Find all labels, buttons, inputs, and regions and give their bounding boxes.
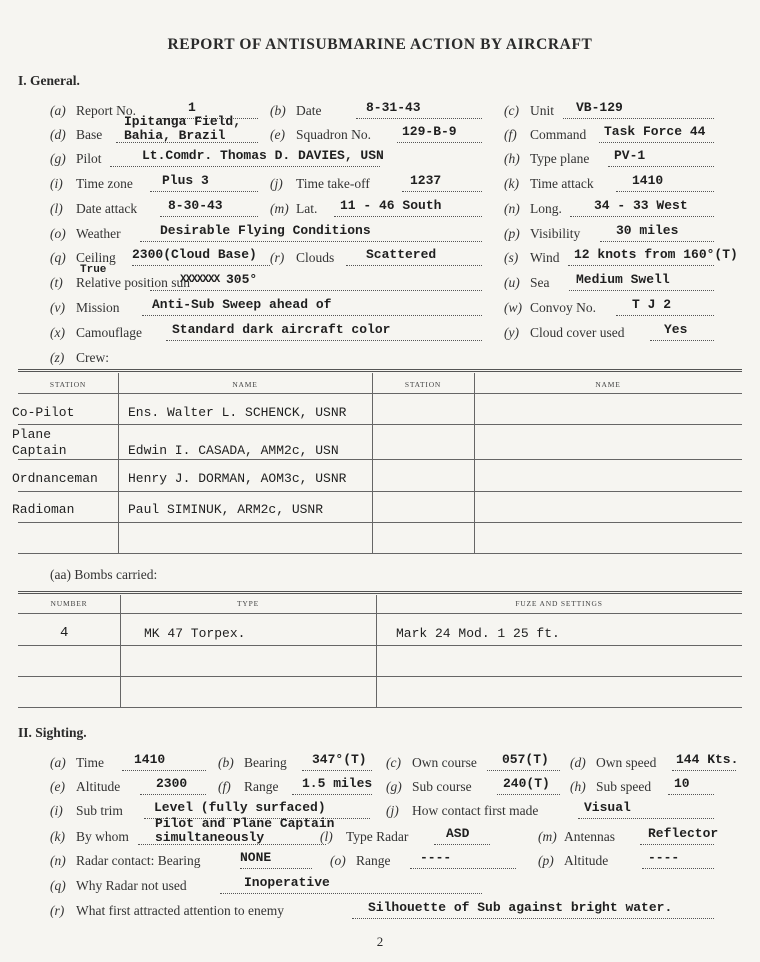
field-label-camouflage: Camouflage <box>76 325 142 340</box>
field-label-how-contact-first-made: How contact first made <box>412 803 539 818</box>
field-key-what-first-attracted-attention-to-enemy: (r) <box>50 903 65 918</box>
field-key-by-whom: (k) <box>50 829 65 844</box>
field-value-visibility: 30 miles <box>616 223 679 238</box>
field-value-sub-trim: Level (fully surfaced) <box>154 800 326 815</box>
crew-name: Ens. Walter L. SCHENCK, USNR <box>128 405 347 420</box>
field-label-time: Time <box>76 755 105 770</box>
crew-station: Radioman <box>12 502 75 517</box>
field-key-time-take-off: (j) <box>270 176 283 191</box>
field-key-weather: (o) <box>50 226 66 241</box>
field-underline <box>487 770 560 771</box>
field-key-report-no: (a) <box>50 103 66 118</box>
field-key-lat: (m) <box>270 201 289 216</box>
field-underline <box>346 265 482 266</box>
field-key-visibility: (p) <box>504 226 520 241</box>
field-value-convoy-no: T J 2 <box>632 297 672 312</box>
field-underline <box>240 868 312 869</box>
field-value-how-contact-first-made: Visual <box>584 800 631 815</box>
field-value-range: ---- <box>420 850 452 865</box>
field-key-antennas: (m) <box>538 829 557 844</box>
bomb-number: 4 <box>60 625 69 641</box>
field-underline <box>570 216 714 217</box>
field-value-radar-contact-bearing: NONE <box>240 850 272 865</box>
crew-header-station-2: STATION <box>404 380 442 389</box>
field-value-time: 1410 <box>134 752 166 767</box>
field-key-base: (d) <box>50 127 66 142</box>
section-general-heading: I. General. <box>18 73 80 88</box>
field-key-altitude: (p) <box>538 853 554 868</box>
field-underline <box>292 794 372 795</box>
field-value-base: Ipitanga Field, <box>124 114 242 129</box>
field-key-sea: (u) <box>504 275 520 290</box>
field-label-altitude: Altitude <box>76 779 121 794</box>
field-value-mission: Anti-Sub Sweep ahead of <box>152 297 332 312</box>
field-underline <box>352 918 714 919</box>
field-value-relative-position-sun: 305° <box>226 272 258 287</box>
field-key-command: (f) <box>504 127 517 142</box>
field-label-squadron-no: Squadron No. <box>296 127 371 142</box>
field-key-squadron-no: (e) <box>270 127 285 142</box>
field-value-ceiling: 2300(Cloud Base) <box>132 247 257 262</box>
field-key-time: (a) <box>50 755 66 770</box>
field-label-relative-position-sun: Relative position sun <box>76 275 190 290</box>
field-underline <box>397 142 482 143</box>
field-label-what-first-attracted-attention-to-enemy: What first attracted attention to enemy <box>76 903 285 918</box>
field-value-type-radar: ASD <box>446 826 470 841</box>
crew-station: Plane <box>12 427 52 442</box>
field-value-bearing: 347°(T) <box>312 752 367 767</box>
field-value-by-whom-line2: simultaneously <box>155 830 265 845</box>
field-value-camouflage: Standard dark aircraft color <box>172 322 391 337</box>
field-value-squadron-no: 129-B-9 <box>402 124 457 139</box>
field-value-sub-course: 240(T) <box>503 776 550 791</box>
field-value-strikeover: XXXXXXX <box>180 274 220 286</box>
field-underline <box>616 315 714 316</box>
field-key-time-zone: (i) <box>50 176 63 191</box>
field-key-radar-contact-bearing: (n) <box>50 853 66 868</box>
field-label-why-radar-not-used: Why Radar not used <box>76 878 187 893</box>
field-value-time-attack: 1410 <box>632 173 664 188</box>
field-underline <box>402 191 482 192</box>
field-key-camouflage: (x) <box>50 325 65 340</box>
field-underline <box>150 290 482 291</box>
field-key-range: (o) <box>330 853 346 868</box>
field-key-own-speed: (d) <box>570 755 586 770</box>
field-value-prefix: True <box>80 264 107 276</box>
field-underline <box>356 118 482 119</box>
page-title: REPORT OF ANTISUBMARINE ACTION BY AIRCRAFT <box>167 36 593 53</box>
field-underline <box>142 315 482 316</box>
crew-name: Paul SIMINUK, ARM2c, USNR <box>128 502 324 517</box>
field-underline <box>140 241 482 242</box>
field-key-mission: (v) <box>50 300 65 315</box>
field-label-own-speed: Own speed <box>596 755 657 770</box>
field-key-long: (n) <box>504 201 520 216</box>
field-value-lat: 11 - 46 South <box>340 198 442 213</box>
field-label-bearing: Bearing <box>244 755 287 770</box>
field-underline <box>166 340 482 341</box>
field-underline <box>122 770 206 771</box>
field-key-date-attack: (l) <box>50 201 63 216</box>
field-label-time-zone: Time zone <box>76 176 133 191</box>
field-key-range: (f) <box>218 779 231 794</box>
field-label-mission: Mission <box>76 300 120 315</box>
field-key-wind: (s) <box>504 250 519 265</box>
field-underline <box>616 191 714 192</box>
field-key-pilot: (g) <box>50 151 66 166</box>
field-key-type-plane: (h) <box>504 151 520 166</box>
field-label-time-take-off: Time take-off <box>296 176 370 191</box>
field-value-altitude: ---- <box>648 850 680 865</box>
field-underline <box>334 216 482 217</box>
field-underline <box>410 868 516 869</box>
field-label-type-radar: Type Radar <box>346 829 409 844</box>
field-underline <box>599 142 714 143</box>
bombs-header-number: NUMBER <box>50 599 88 608</box>
field-key-time-attack: (k) <box>504 176 519 191</box>
field-label-sub-speed: Sub speed <box>596 779 652 794</box>
field-key-sub-trim: (i) <box>50 803 63 818</box>
field-underline <box>569 290 714 291</box>
page-number: 2 <box>376 934 384 949</box>
field-label-command: Command <box>530 127 587 142</box>
field-key-type-radar: (l) <box>320 829 333 844</box>
field-label-pilot: Pilot <box>76 151 102 166</box>
field-value-time-zone: Plus 3 <box>162 173 209 188</box>
field-label-date-attack: Date attack <box>76 201 138 216</box>
field-label-type-plane: Type plane <box>530 151 590 166</box>
field-label-base: Base <box>76 127 103 142</box>
field-value-what-first-attracted-attention-to-enemy: Silhouette of Sub against bright water. <box>368 900 673 915</box>
crew-station: Ordnanceman <box>12 471 98 486</box>
field-label-altitude: Altitude <box>564 853 609 868</box>
field-key-crew: (z) <box>50 350 65 365</box>
section-sighting-heading: II. Sighting. <box>18 725 87 740</box>
field-value-cloud-cover-used: Yes <box>664 322 688 337</box>
field-value-own-course: 057(T) <box>502 752 549 767</box>
field-value-type-plane: PV-1 <box>614 148 646 163</box>
field-underline <box>497 794 560 795</box>
field-value-base-line2: Bahia, Brazil <box>124 128 226 143</box>
field-key-ceiling: (q) <box>50 250 66 265</box>
field-value-altitude: 2300 <box>156 776 188 791</box>
field-underline <box>650 340 714 341</box>
field-label-lat: Lat. <box>296 201 318 216</box>
crew-station: Captain <box>12 443 67 458</box>
crew-name: Henry J. DORMAN, AOM3c, USNR <box>128 471 347 486</box>
field-value-own-speed: 144 Kts. <box>676 752 739 767</box>
field-label-unit: Unit <box>530 103 555 118</box>
field-value-clouds: Scattered <box>366 247 437 262</box>
field-value-date-attack: 8-30-43 <box>168 198 223 213</box>
field-underline <box>434 844 490 845</box>
field-underline <box>568 265 714 266</box>
field-label-visibility: Visibility <box>530 226 581 241</box>
crew-station: Co-Pilot <box>12 405 75 420</box>
field-key-why-radar-not-used: (q) <box>50 878 66 893</box>
bombs-header-fuze: FUZE AND SETTINGS <box>515 599 603 608</box>
field-value-long: 34 - 33 West <box>594 198 688 213</box>
field-underline <box>160 216 258 217</box>
field-value-by-whom: Pilot and Plane Captain <box>155 816 335 831</box>
field-key-relative-position-sun: (t) <box>50 275 63 290</box>
field-key-convoy-no: (w) <box>504 300 522 315</box>
field-underline <box>668 794 714 795</box>
field-value-sea: Medium Swell <box>576 272 670 287</box>
field-underline <box>132 265 270 266</box>
bombs-header-type: TYPE <box>237 599 259 608</box>
field-label-sub-course: Sub course <box>412 779 472 794</box>
field-label-sub-trim: Sub trim <box>76 803 123 818</box>
field-value-wind: 12 knots from 160°(T) <box>574 247 738 262</box>
field-value-sub-speed: 10 <box>674 776 690 791</box>
field-underline <box>110 166 380 167</box>
bomb-fuze: Mark 24 Mod. 1 25 ft. <box>396 626 560 641</box>
field-underline <box>140 794 206 795</box>
crew-name: Edwin I. CASADA, AMM2c, USN <box>128 443 339 458</box>
field-label-own-course: Own course <box>412 755 477 770</box>
field-value-command: Task Force 44 <box>604 124 706 139</box>
field-key-sub-course: (g) <box>386 779 402 794</box>
field-underline <box>600 241 714 242</box>
crew-header-station-1: STATION <box>49 380 87 389</box>
field-underline <box>578 818 714 819</box>
field-label-convoy-no: Convoy No. <box>530 300 597 315</box>
field-underline <box>672 770 736 771</box>
field-key-altitude: (e) <box>50 779 65 794</box>
field-label-crew: Crew: <box>76 350 109 365</box>
field-value-pilot: Lt.Comdr. Thomas D. DAVIES, USN <box>142 148 384 163</box>
field-label-date: Date <box>296 103 322 118</box>
field-label-range: Range <box>356 853 391 868</box>
field-label-report-no: Report No. <box>76 103 136 118</box>
field-label-clouds: Clouds <box>296 250 335 265</box>
field-value-unit: VB-129 <box>576 100 623 115</box>
field-label-sea: Sea <box>530 275 550 290</box>
field-underline <box>302 770 372 771</box>
field-underline <box>608 166 714 167</box>
field-key-unit: (c) <box>504 103 519 118</box>
field-underline <box>220 893 482 894</box>
crew-header-name-2: NAME <box>595 380 621 389</box>
field-label-radar-contact-bearing: Radar contact: Bearing <box>76 853 201 868</box>
field-key-cloud-cover-used: (y) <box>504 325 519 340</box>
field-value-time-take-off: 1237 <box>410 173 442 188</box>
bomb-type: MK 47 Torpex. <box>144 626 246 641</box>
field-key-sub-speed: (h) <box>570 779 586 794</box>
field-label-antennas: Antennas <box>564 829 615 844</box>
field-underline <box>642 868 714 869</box>
field-label-by-whom: By whom <box>76 829 129 844</box>
field-label-long: Long. <box>530 201 562 216</box>
field-underline <box>640 844 714 845</box>
field-label-ceiling: Ceiling <box>76 250 116 265</box>
field-underline <box>150 191 258 192</box>
field-value-antennas: Reflector <box>648 826 719 841</box>
field-value-weather: Desirable Flying Conditions <box>160 223 371 238</box>
field-value-range: 1.5 miles <box>302 776 373 791</box>
field-label-time-attack: Time attack <box>530 176 594 191</box>
field-label-wind: Wind <box>530 250 560 265</box>
bombs-carried-label: (aa) Bombs carried: <box>50 567 158 582</box>
field-value-report-no: 1 <box>188 100 196 115</box>
field-label-cloud-cover-used: Cloud cover used <box>530 325 625 340</box>
field-label-range: Range <box>244 779 279 794</box>
field-key-date: (b) <box>270 103 286 118</box>
field-key-clouds: (r) <box>270 250 285 265</box>
field-value-why-radar-not-used: Inoperative <box>244 875 330 890</box>
field-key-own-course: (c) <box>386 755 401 770</box>
field-underline <box>563 118 714 119</box>
field-label-weather: Weather <box>76 226 121 241</box>
field-value-date: 8-31-43 <box>366 100 421 115</box>
field-key-bearing: (b) <box>218 755 234 770</box>
crew-header-name-1: NAME <box>232 380 258 389</box>
field-key-how-contact-first-made: (j) <box>386 803 399 818</box>
